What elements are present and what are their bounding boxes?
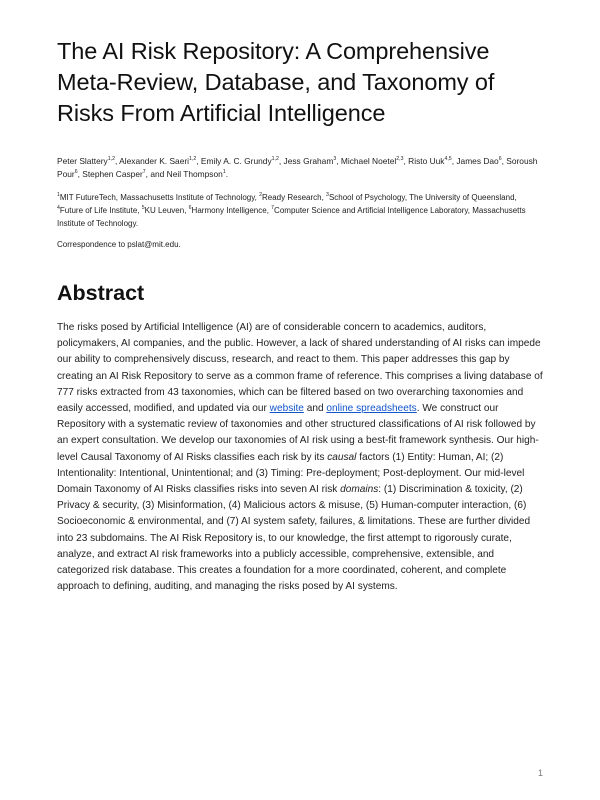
- author: Alexander K. Saeri$^{1,2}$: [119, 156, 197, 166]
- author: Stephen Casper$^7$: [82, 169, 146, 179]
- correspondence: Correspondence to pslat@mit.edu.: [57, 240, 181, 249]
- author: Jess Graham$^3$: [283, 156, 337, 166]
- author: Emily A. C. Grundy$^{1,2}$: [200, 156, 279, 166]
- affiliations: $^1$MIT FutureTech, Massachusetts Institute of Technology, $^2$Ready Research, $^3$School of Psychology, The University of Queensland, $^4$Future of Life Institute, $^5$KU Leuven, $^6$Harmony Intelligence, $^7$Computer Science and Artificial Intelligence Laboratory, Massachusetts Institute of Technology.: [57, 192, 526, 228]
- author: Neil Thompson$^1$: [166, 169, 226, 179]
- website-link[interactable]: website: [269, 403, 304, 415]
- author: Soroush Pour$^6$: [57, 156, 538, 179]
- page-number: 1: [537, 768, 543, 778]
- abstract-body: The risks posed by Artificial Intelligence (AI) are of considerable concern to academics, auditors, policymakers, AI companies, and the public. However, a lack of shared understanding of AI risks can impede our ability to comprehensively discuss, research, and react to them. This paper addresses this gap by creating an AI Risk Repository to serve as a common frame of reference. This comprises a living database of 777 risks extracted from 43 taxonomies, which can be filtered based on two overarching taxonomies and easily accessed, modified, and updated via our website and online spreadsheets. We construct our Repository with a systematic review of taxonomies and other structured classifications of AI risk followed by an expert consultation. We develop our taxonomies of AI risk using a best-fit framework synthesis. Our high-level Causal Taxonomy of AI Risks classifies each risk by its causal factors (1) Entity: Human, AI; (2) Intentionality: Intentional, Unintentional; and (3) Timing: Pre-deployment; Post-deployment. Our mid-level Domain Taxonomy of AI Risks classifies risks into seven AI risk domains: (1) Discrimination & toxicity, (2) Privacy & security, (3) Misinformation, (4) Malicious actors & misuse, (5) Human-computer interaction, (6) Socioeconomic & environmental, and (7) AI system safety, failures, & limitations. These are further divided into 23 subdomains. The AI Risk Repository is, to our knowledge, the first attempt to rigorously curate, analyze, and extract AI risk frameworks into a publicly accessible, comprehensive, extensible, and categorized risk database. This creates a foundation for a more coordinated, coherent, and complete approach to defining, auditing, and managing the risks posed by AI systems.: [57, 322, 543, 593]
- online-spreadsheets-link[interactable]: online spreadsheets: [326, 403, 417, 415]
- paper-page: [57, 36, 543, 606]
- author: Michael Noetel$^{2,3}$: [340, 156, 404, 166]
- abstract-heading: Abstract: [57, 281, 145, 305]
- author: Risto Uuk$^{4,5}$: [408, 156, 452, 166]
- author-list: Peter Slattery$^{1,2}$, Alexander K. Saeri$^{1,2}$, Emily A. C. Grundy$^{1,2}$, Jess Graham$^3$, Michael Noetel$^{2,3}$, Risto Uuk$^{4,5}$, James Dao$^6$, Soroush Pour$^6$, Stephen Casper$^7$, and Neil Thompson$^1$.: [57, 156, 538, 179]
- author: James Dao$^6$: [456, 156, 502, 166]
- paper-title: The AI Risk Repository: A Comprehensive Meta-Review, Database, and Taxonomy of Risks From Artificial Intelligence: [57, 38, 495, 126]
- author: Peter Slattery$^{1,2}$: [57, 156, 115, 166]
